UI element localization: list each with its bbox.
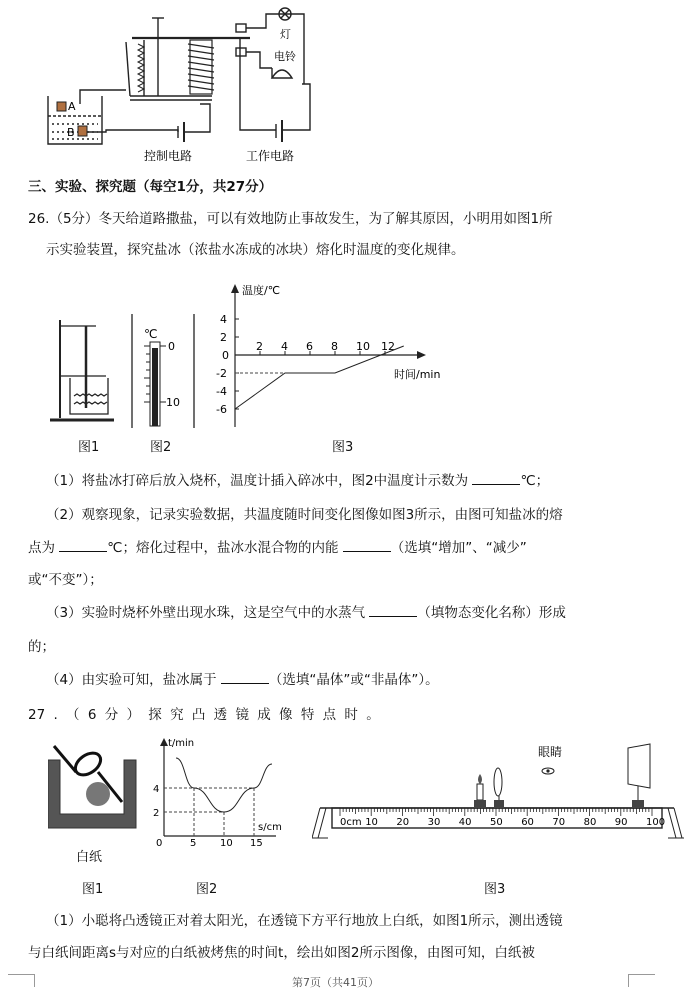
- answer-blank-1[interactable]: [472, 472, 520, 485]
- corner-mark-left: [8, 974, 35, 987]
- q27-fig1-label: 白纸: [76, 850, 103, 865]
- ruler-label: 0cm: [340, 817, 362, 828]
- ruler-label: 30: [427, 817, 441, 828]
- q26-fig2-caption: 图2: [150, 440, 172, 455]
- q27-title: 27 . （ 6 分 ） 探 究 凸 透 镜 成 像 特 点 时 。: [28, 707, 380, 723]
- label-lamp: 灯: [280, 28, 291, 41]
- relay-circuit-figure: [40, 4, 340, 166]
- y-tick-label: 2: [153, 808, 160, 819]
- y-tick-label: 0: [222, 349, 229, 362]
- chart2-ylabel: t/min: [168, 738, 195, 749]
- ruler-label: 60: [521, 817, 534, 828]
- x-tick-label: 15: [250, 838, 263, 846]
- y-tick-label: 4: [220, 313, 227, 326]
- page-number: 第7页（共41页）: [292, 976, 379, 989]
- ruler-label: 40: [458, 817, 472, 828]
- q26-intro-line2: 示实验装置，探究盐冰（浓盐水冻成的冰块）熔化时温度的变化规律。: [46, 242, 465, 258]
- q26-fig2-thermometer: [128, 312, 198, 430]
- label-b: B: [67, 126, 75, 139]
- label-a: A: [68, 100, 76, 113]
- time-distance-curve: [176, 758, 272, 812]
- y-tick-label: -6: [216, 403, 227, 416]
- x-tick-label: 8: [331, 340, 338, 353]
- ruler-label: 100: [646, 817, 666, 828]
- x-tick-label: 5: [190, 838, 197, 846]
- q27-fig2-chart: [148, 736, 288, 846]
- x-tick-label: 10: [220, 838, 233, 846]
- ruler-label: 70: [552, 817, 566, 828]
- answer-blank-5[interactable]: [221, 671, 269, 684]
- q26-part4: （4）由实验可知，盐冰属于 （选填“晶体”或“非晶体”）。: [46, 672, 439, 688]
- label-control-circuit: 控制电路: [144, 149, 193, 163]
- q26-fig3-caption: 图3: [332, 440, 354, 455]
- x-tick-label: 2: [256, 340, 263, 353]
- y-tick-label: 4: [153, 784, 160, 795]
- chart2-origin: 0: [156, 838, 163, 846]
- answer-blank-2[interactable]: [59, 539, 107, 552]
- x-tick-label: 6: [306, 340, 313, 353]
- q26-fig1-caption: 图1: [78, 440, 100, 455]
- thermo-zero: 0: [168, 340, 175, 353]
- q27-part1-line1: （1）小聪将凸透镜正对着太阳光，在透镜下方平行地放上白纸，如图1所示，测出透镜: [46, 913, 563, 929]
- q26-part2-line1: （2）观察现象，记录实验数据，共温度随时间变化图像如图3所示，由图可知盐冰的熔: [46, 507, 563, 523]
- answer-blank-3[interactable]: [343, 539, 391, 552]
- q26-fig1-apparatus: [46, 318, 118, 426]
- q26-intro-line1: 26.（5分）冬天给道路撒盐，可以有效地防止事故发生，为了解其原因，小明用如图1所: [28, 211, 553, 227]
- x-tick-label: 4: [281, 340, 288, 353]
- q26-part3-line2: 的；: [28, 639, 55, 655]
- q27-fig3-optical-bench: [312, 740, 684, 850]
- section-heading: 三、实验、探究题（每空1分，共27分）: [28, 179, 273, 195]
- y-tick-label: -2: [216, 367, 227, 380]
- q26-part2-line3: 或“不变”）；: [28, 572, 103, 588]
- q27-fig1-caption: 图1: [82, 882, 104, 897]
- thermo-ten: 10: [166, 396, 180, 409]
- ruler-label: 90: [614, 817, 628, 828]
- ruler-label: 50: [490, 817, 503, 828]
- ruler-label: 10: [365, 817, 378, 828]
- eye-label: 眼睛: [538, 745, 563, 759]
- q26-part2-line2: 点为 ℃；熔化过程中，盐冰水混合物的内能 （选填“增加”、“减少”: [28, 540, 527, 556]
- answer-blank-4[interactable]: [369, 604, 417, 617]
- x-tick-label: 10: [356, 340, 370, 353]
- ruler-label: 80: [583, 817, 597, 828]
- chart2-xlabel: s/cm: [258, 822, 282, 833]
- q26-part3: （3）实验时烧杯外壁出现水珠，这是空气中的水蒸气 （填物态变化名称）形成: [46, 605, 566, 621]
- label-work-circuit: 工作电路: [246, 149, 295, 163]
- q26-part1: （1）将盐冰打碎后放入烧杯，温度计插入碎冰中，图2中温度计示数为 ℃；: [46, 473, 550, 489]
- thermo-unit: ℃: [144, 327, 158, 341]
- ruler-label: 20: [396, 817, 410, 828]
- q27-fig2-caption: 图2: [196, 882, 218, 897]
- chart1-ylabel: 温度/℃: [242, 284, 281, 297]
- y-tick-label: 2: [220, 331, 227, 344]
- q26-fig3-chart: [210, 282, 460, 432]
- label-bell: 电铃: [274, 50, 296, 63]
- chart1-xlabel: 时间/min: [394, 368, 441, 381]
- q27-fig1-lens: [48, 742, 140, 834]
- corner-mark-right: [628, 974, 655, 987]
- x-tick-label: 12: [381, 340, 395, 353]
- q27-part1-line2: 与白纸间距离s与对应的白纸被烤焦的时间t，绘出如图2所示图像，由图可知，白纸被: [28, 945, 535, 961]
- y-tick-label: -4: [216, 385, 227, 398]
- q27-fig3-caption: 图3: [484, 882, 506, 897]
